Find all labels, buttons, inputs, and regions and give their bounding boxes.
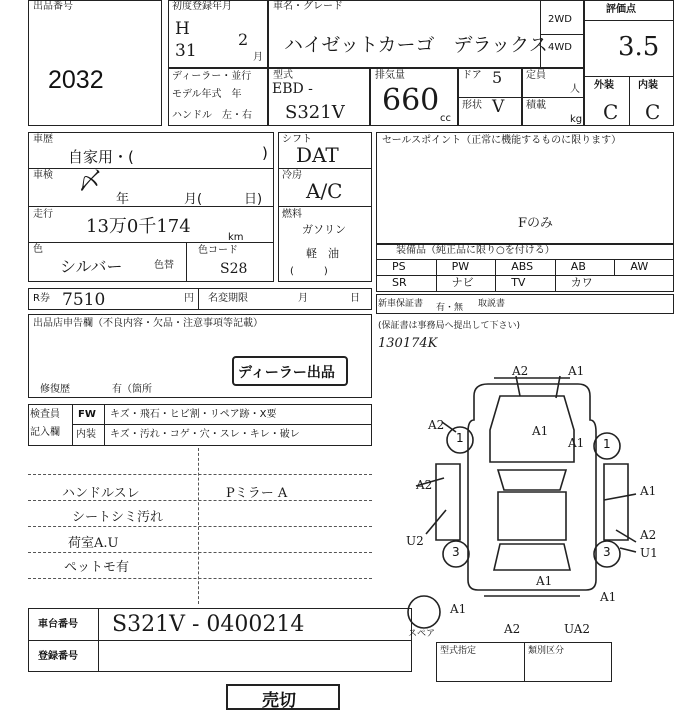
history-close: ): [262, 144, 268, 162]
interior-value: C: [645, 100, 661, 124]
shape-label: 形状: [462, 100, 482, 111]
right-side-panel: [604, 464, 628, 540]
capacity-label: 定員: [526, 70, 546, 81]
equipment-item: PS: [392, 260, 406, 273]
grade-value: 3.5: [618, 32, 660, 62]
chassis-value: S321V - 0400214: [112, 612, 305, 637]
reg-label: 登録番号: [38, 651, 78, 662]
capacity-unit: 人: [570, 84, 580, 95]
repair-label: 修復歴: [40, 384, 70, 395]
inspector-int: 内装: [76, 429, 96, 440]
color-code-label: 色コード: [198, 245, 238, 256]
mileage-unit: km: [228, 232, 244, 243]
repair-value: 有（箇所: [112, 384, 152, 395]
report-label: 出品店申告欄（不良内容・欠品・注意事項等記載）: [33, 318, 263, 329]
damage-mark: A2: [428, 418, 445, 432]
car-windshield: [498, 470, 566, 490]
note-3: 荷室A.U: [68, 536, 119, 551]
lot-number: 2032: [48, 66, 104, 94]
color-value: シルバー: [60, 257, 123, 276]
deadline-day: 日: [350, 293, 360, 304]
lot-label: 出品番号: [33, 1, 73, 12]
model-year-label: モデル年式 年: [172, 89, 242, 100]
damage-mark: A1: [600, 590, 617, 604]
note-1: ハンドルスレ: [62, 486, 140, 501]
recycle-label: R券: [33, 293, 50, 304]
damage-mark: A1: [568, 436, 585, 450]
equipment-item: TV: [511, 276, 526, 289]
grade-label: 評価点: [606, 4, 636, 15]
warranty-handwritten: 130174K: [378, 336, 438, 351]
recycle-yen: 円: [184, 293, 194, 304]
model-prefix: EBD -: [272, 81, 313, 97]
warranty-manual-label: 取説書: [478, 299, 506, 309]
model-label: 型式: [273, 70, 293, 81]
dealer-badge-text: ディーラー出品: [238, 365, 335, 381]
deadline-label: 名変期限: [208, 293, 248, 304]
class-label: 類別区分: [528, 646, 565, 656]
note-2: シートシミ汚れ: [72, 510, 164, 525]
equipment-item: カワ: [570, 276, 593, 289]
type-label: 型式指定: [440, 646, 477, 656]
inspector-label-2: 記入欄: [30, 427, 60, 438]
spare-wheel: [408, 596, 440, 628]
mileage-label: 走行: [33, 209, 53, 220]
color-code-value: S28: [220, 261, 248, 277]
load-label: 積載: [526, 100, 546, 111]
car-body-outline: [468, 384, 596, 590]
car-rear-window: [494, 544, 570, 570]
equipment-item: SR: [392, 276, 407, 289]
damage-mark: A1: [568, 364, 585, 378]
interior-label: 内装: [638, 80, 658, 91]
recycle-value: 7510: [62, 290, 106, 310]
note-right: Pミラー A: [226, 486, 288, 501]
damage-mark: A1: [450, 602, 467, 616]
inspector-fw: FW: [78, 409, 96, 420]
color-change-label: 色替: [154, 260, 174, 271]
car-roof: [498, 492, 566, 540]
dealer-label: ディーラー・並行: [172, 71, 252, 82]
mileage-value: 13万0千174: [86, 216, 191, 237]
fuel-paren: ( ): [290, 266, 328, 277]
car-name-label: 車名・グレード: [273, 1, 343, 12]
handle-label: ハンドル 左・右: [172, 110, 252, 121]
inspection-month-unit: 月(: [184, 192, 203, 207]
fuel-label: 燃料: [282, 209, 302, 220]
left-side-panel: [436, 464, 460, 540]
deadline-month: 月: [298, 293, 308, 304]
model-value: S321V: [285, 102, 345, 123]
drive-4wd: 4WD: [548, 42, 572, 53]
equipment-label: 装備品（純正品に限り○を付ける）: [396, 245, 555, 256]
displacement-unit: cc: [440, 113, 451, 124]
exterior-label: 外装: [594, 80, 614, 91]
wheel-number: 1: [603, 437, 611, 451]
warranty-new-label: 新車保証書: [378, 299, 424, 309]
color-label: 色: [33, 244, 43, 255]
damage-mark: A2: [640, 528, 657, 542]
aircon-label: 冷房: [282, 170, 302, 181]
equipment-item: PW: [451, 260, 470, 273]
car-name-value: ハイゼットカーゴ デラックス: [284, 34, 548, 56]
wheel-number: 3: [603, 545, 611, 559]
damage-mark: A1: [536, 574, 553, 588]
inspector-int-items: キズ・汚れ・コゲ・穴・スレ・キレ・破レ: [110, 429, 300, 440]
damage-mark: A2: [504, 622, 521, 636]
fuel-diesel: 軽 油: [306, 247, 339, 260]
first-reg-label: 初度登録年月: [172, 1, 232, 12]
displacement-label: 排気量: [375, 70, 405, 81]
damage-mark: UA2: [564, 622, 591, 636]
first-reg-year: 31: [175, 41, 197, 61]
exterior-value: C: [603, 100, 619, 124]
history-value: 自家用・(: [68, 148, 134, 166]
fuel-gas: ガソリン: [302, 223, 346, 236]
wheel-number: 3: [452, 545, 460, 559]
inspector-label-1: 検査員: [30, 409, 60, 420]
inspector-fw-items: キズ・飛石・ヒビ割・リペア跡・X要: [110, 409, 277, 420]
equipment-item: ABS: [511, 260, 534, 273]
equipment-item: ナビ: [451, 276, 474, 289]
inspection-label: 車検: [33, 170, 53, 181]
history-label: 車歴: [33, 134, 53, 145]
damage-mark: A2: [512, 364, 529, 378]
sold-stamp-text: 売切: [262, 691, 296, 711]
door-label: ドア: [462, 70, 482, 81]
wheel-number: 1: [456, 431, 464, 445]
shift-label: シフト: [282, 134, 312, 145]
inspection-year-unit: 年: [116, 192, 130, 207]
damage-mark: U2: [406, 534, 424, 548]
displacement-value: 660: [382, 83, 440, 118]
aircon-value: A/C: [306, 179, 343, 203]
inspection-mark: 〆: [78, 167, 102, 195]
warranty-note: (保証書は事務局へ提出して下さい): [378, 321, 521, 331]
spare-label: スペア: [408, 629, 436, 639]
inspection-day-unit: 日): [244, 192, 263, 207]
load-unit: kg: [570, 114, 583, 125]
selling-note: Fのみ: [518, 216, 554, 231]
first-reg-era: H: [175, 19, 190, 39]
shape-value: V: [492, 97, 505, 117]
door-value: 5: [492, 68, 503, 87]
note-4: ペットモ有: [64, 560, 130, 575]
chassis-label: 車台番号: [38, 619, 78, 630]
first-reg-month-unit: 月: [253, 52, 263, 63]
equipment-item: AW: [630, 260, 649, 273]
damage-mark: A1: [532, 424, 549, 438]
first-reg-month: 2: [238, 30, 249, 49]
selling-label: セールスポイント（正常に機能するものに限ります）: [382, 135, 622, 146]
shift-value: DAT: [296, 143, 339, 167]
equipment-item: AB: [570, 260, 586, 273]
warranty-options: 有・無: [436, 303, 464, 313]
drive-2wd: 2WD: [548, 14, 572, 25]
damage-mark: U1: [640, 546, 658, 560]
damage-mark: A2: [416, 478, 433, 492]
damage-mark: A1: [640, 484, 657, 498]
